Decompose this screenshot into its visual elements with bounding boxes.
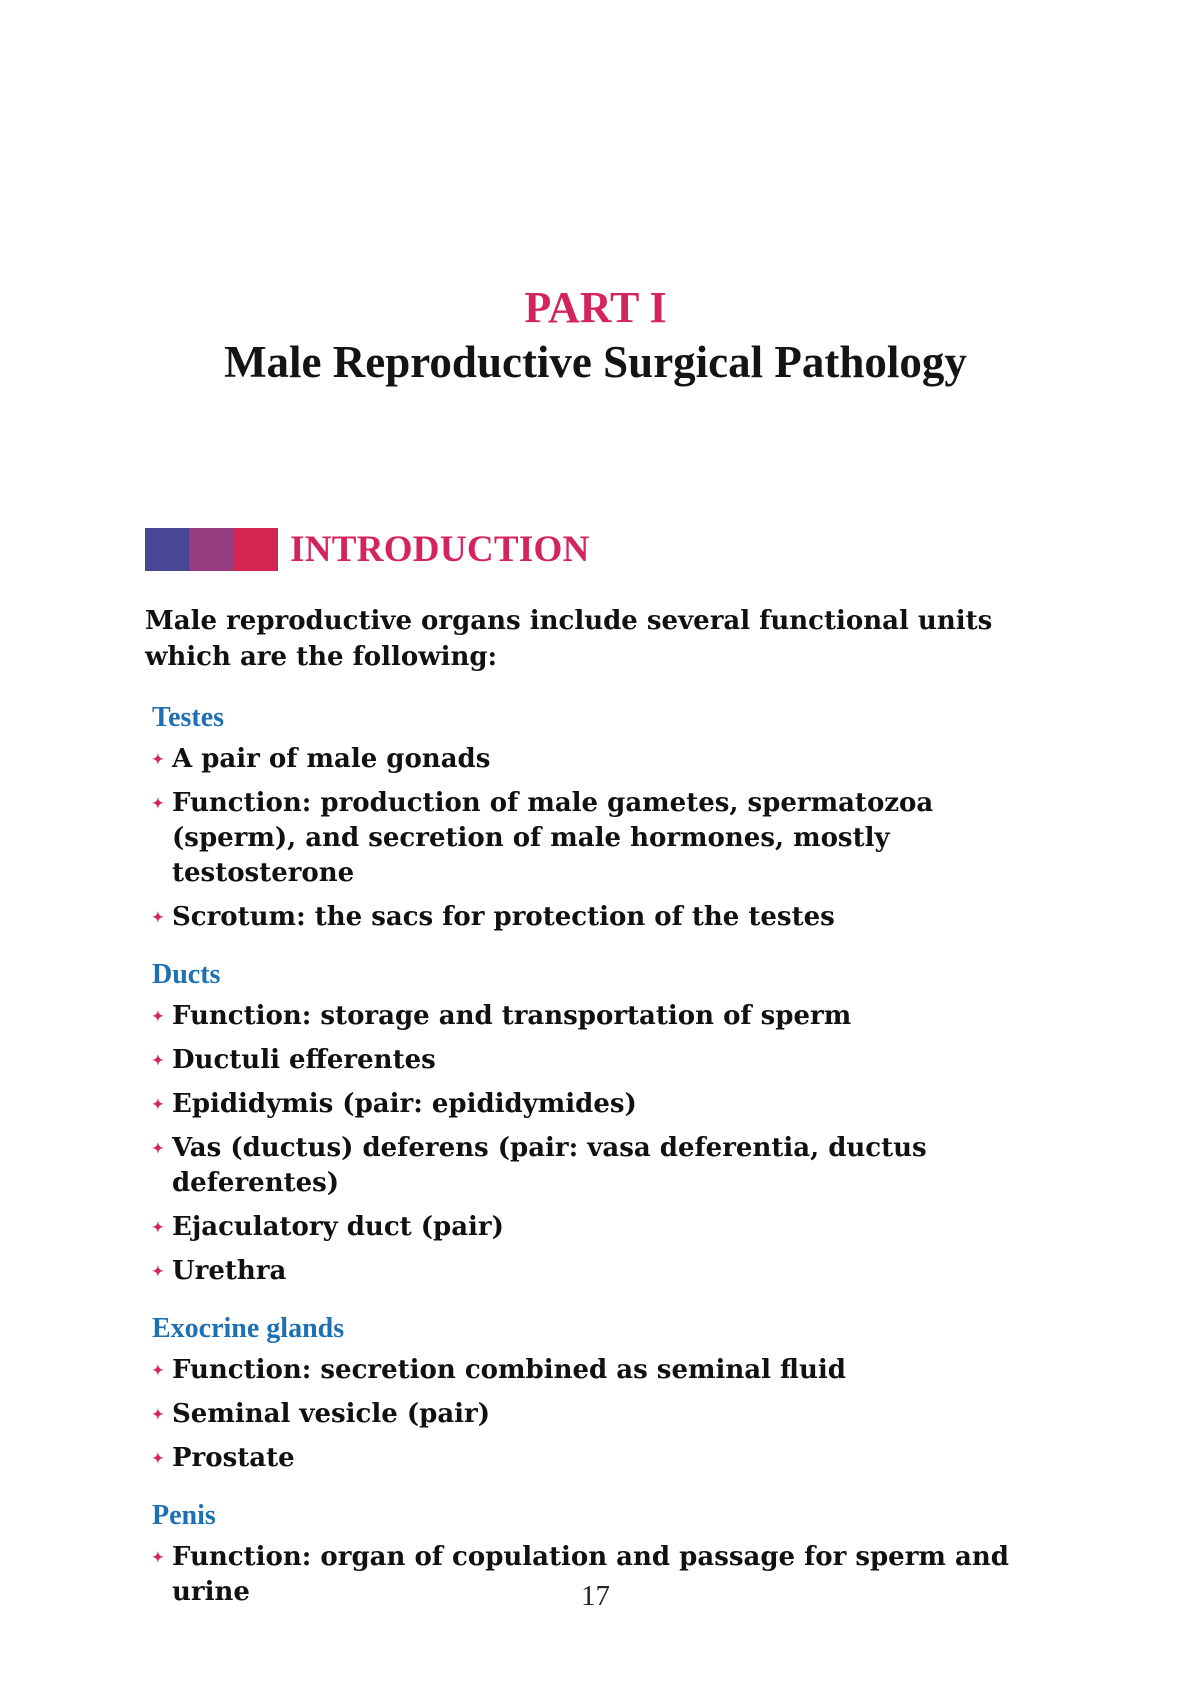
group-title: Ducts [152, 959, 221, 990]
list-item-text: Seminal vesicle (pair) [172, 1399, 491, 1429]
diamond-bullet-icon: ✦ [152, 910, 164, 926]
list-item-text: Function: storage and transportation of sperm [172, 1001, 852, 1031]
list-item [145, 1441, 1045, 1476]
diamond-bullet-icon: ✦ [152, 1451, 164, 1467]
list-item-text: Function: production of male gametes, spermatozoa (sperm), and secretion of male hormones, mostly testosterone [172, 788, 934, 888]
list-item-text: Scrotum: the sacs for protection of the testes [172, 902, 835, 932]
list-item [145, 1210, 1045, 1245]
book-title: Male Reproductive Surgical Pathology [224, 337, 967, 387]
list-item [145, 1087, 1045, 1122]
list-item [145, 900, 1045, 935]
organ-group [145, 955, 1045, 1289]
section-heading [145, 527, 590, 571]
list-item-text: Ejaculatory duct (pair) [172, 1212, 504, 1242]
group-title: Testes [152, 702, 225, 733]
diamond-bullet-icon: ✦ [152, 1407, 164, 1423]
bullet-list [145, 1353, 1045, 1476]
list-item [145, 742, 1045, 777]
section-color-bar [145, 528, 278, 571]
organ-groups [145, 698, 1045, 1630]
color-bar-segment [145, 528, 189, 571]
diamond-bullet-icon: ✦ [152, 1363, 164, 1379]
diamond-bullet-icon: ✦ [152, 1264, 164, 1280]
list-item [145, 1254, 1045, 1289]
list-item-text: Ductuli efferentes [172, 1045, 436, 1075]
list-item-text: A pair of male gonads [172, 744, 491, 774]
diamond-bullet-icon: ✦ [152, 796, 164, 812]
color-bar-segment [189, 528, 233, 571]
diamond-bullet-icon: ✦ [152, 1009, 164, 1025]
diamond-bullet-icon: ✦ [152, 1550, 164, 1566]
diamond-bullet-icon: ✦ [152, 752, 164, 768]
bullet-list [145, 742, 1045, 935]
group-title: Exocrine glands [152, 1313, 345, 1344]
group-title: Penis [152, 1500, 216, 1531]
part-label: PART I [524, 283, 667, 332]
bullet-list [145, 999, 1045, 1289]
diamond-bullet-icon: ✦ [152, 1141, 164, 1157]
diamond-bullet-icon: ✦ [152, 1097, 164, 1113]
organ-group [145, 698, 1045, 935]
list-item [145, 1397, 1045, 1432]
list-item-text: Epididymis (pair: epididymides) [172, 1089, 637, 1119]
list-item [145, 1043, 1045, 1078]
list-item-text: Urethra [172, 1256, 287, 1286]
section-title: INTRODUCTION [290, 528, 590, 570]
list-item [145, 1131, 1045, 1201]
list-item-text: Prostate [172, 1443, 295, 1473]
list-item-text: Function: organ of copulation and passage for sperm and urine [172, 1542, 1009, 1607]
organ-group [145, 1309, 1045, 1476]
list-item [145, 1353, 1045, 1388]
color-bar-segment [234, 528, 278, 571]
diamond-bullet-icon: ✦ [152, 1053, 164, 1069]
list-item [145, 786, 1045, 891]
list-item-text: Vas (ductus) deferens (pair: vasa deferentia, ductus deferentes) [172, 1133, 927, 1198]
intro-paragraph: Male reproductive organs include several functional units which are the following: [145, 606, 993, 672]
list-item-text: Function: secretion combined as seminal fluid [172, 1355, 846, 1385]
page-number: 17 [581, 1580, 610, 1612]
diamond-bullet-icon: ✦ [152, 1220, 164, 1236]
list-item [145, 999, 1045, 1034]
